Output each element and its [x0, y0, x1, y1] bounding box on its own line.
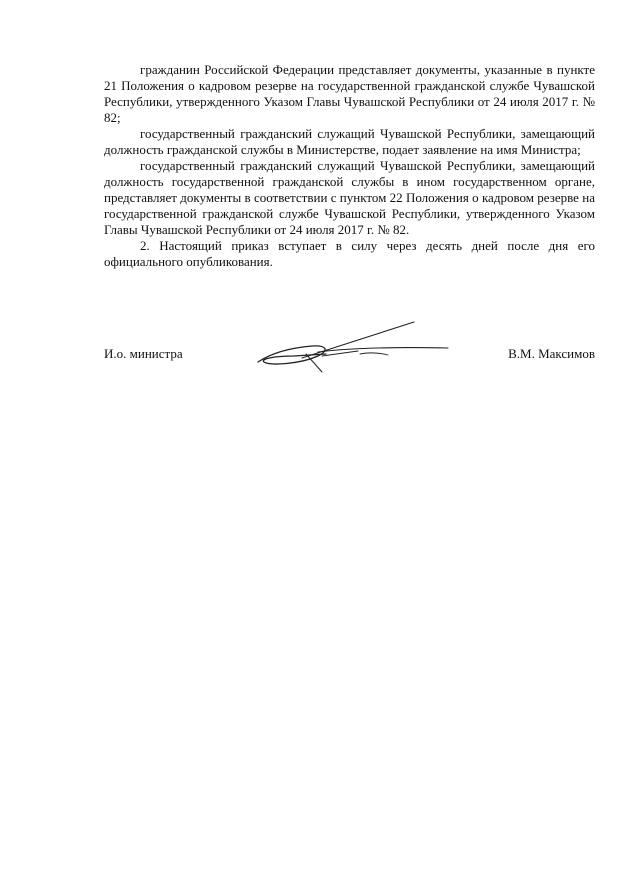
signer-name: В.М. Максимов: [508, 346, 595, 361]
signer-position: И.о. министра: [104, 346, 183, 361]
paragraph-servant-other-body: государственный гражданский служащий Чувашской Республики, замещающий должность государственной гражданской службы в ином государственном органе, представляет документы в соответствии с пунктом 22 Положения о кадровом резерве на государственной гражданской службе Чувашской Республики, утвержденного Указом Главы Чувашской Республики от 24 июля 2017 г. № 82.: [104, 158, 595, 237]
paragraph-servant-ministry: государственный гражданский служащий Чувашской Республики, замещающий должность гражданской службы в Министерстве, подает заявление на имя Министра;: [104, 126, 595, 157]
paragraph-effective-date: 2. Настоящий приказ вступает в силу через десять дней после дня его официального опубликования.: [104, 238, 595, 269]
handwritten-signature: [248, 316, 458, 374]
paragraph-citizen-documents: гражданин Российской Федерации представляет документы, указанные в пункте 21 Положения о кадровом резерве на государственной гражданской службе Чувашской Республики, утвержденного Указом Главы Чувашской Республики от 24 июля 2017 г. № 82;: [104, 62, 595, 125]
document-body: [104, 62, 595, 270]
